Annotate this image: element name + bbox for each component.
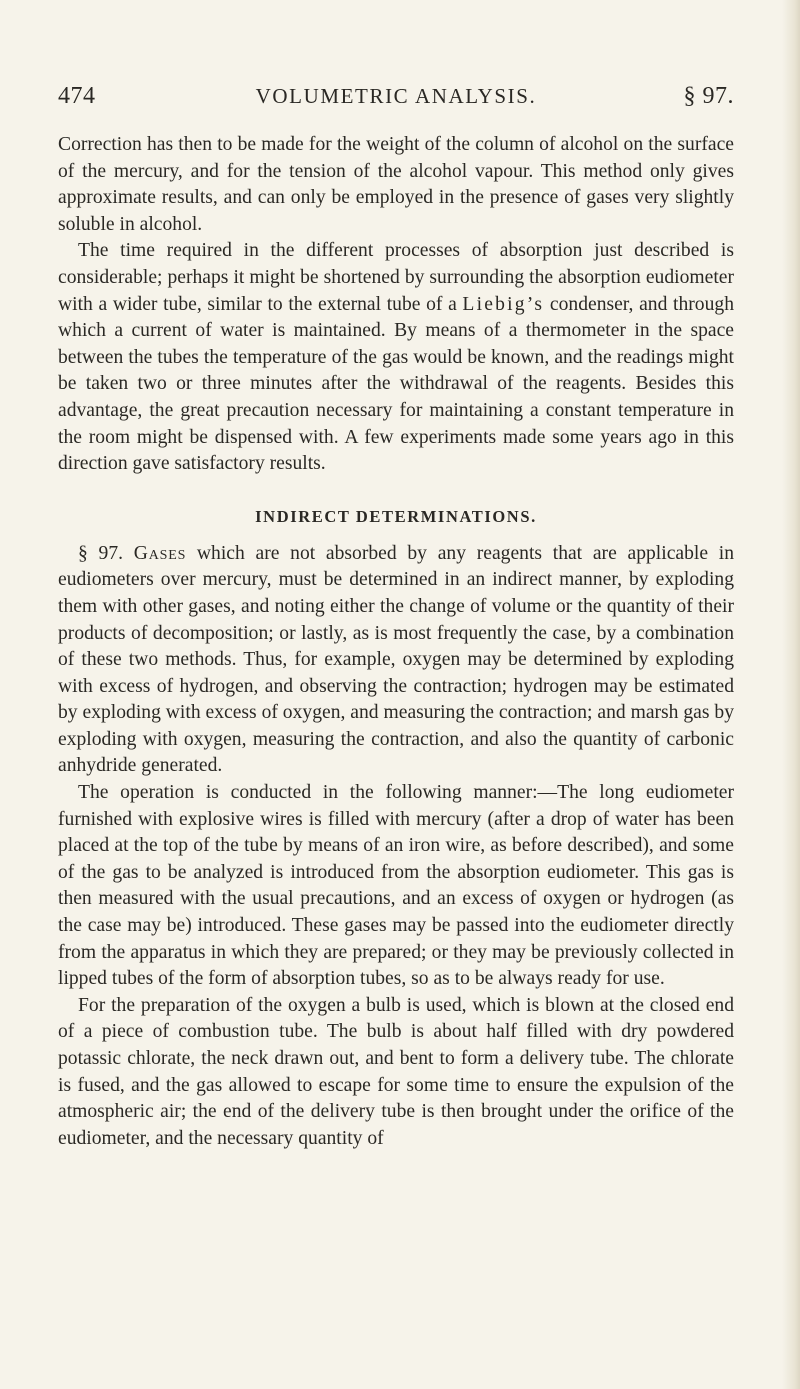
section-heading: INDIRECT DETERMINATIONS. <box>255 506 537 526</box>
running-head <box>58 76 734 116</box>
page-edge-shadow <box>782 0 800 1389</box>
paragraph-3 <box>58 541 734 780</box>
person-name-liebig: Liebig’s <box>462 293 545 315</box>
paragraph-3-body: which are not absorbed by any reagents that are applicable in eudiometers over mercury, must be determined in an indirect manner, by exploding them with other gases, and noting either the change of volume or the quantity of their products of decomposition; or lastly, as is most frequently the case, by a combination of these two methods. Thus, for example, oxygen may be determined by exploding with excess of hydrogen, and observing the contraction; hydrogen may be estimated by exploding with excess of oxygen, and measuring the contraction; and marsh gas by exploding with oxygen, measuring the contraction, and also the quantity of carbonic anhydride generated. <box>58 542 734 777</box>
paragraph-2-start: The time required in the different processes of absorption just described is considerable; perhaps it might be shortened by surrounding the absorption eudiometer with a wider tube, similar to the external tube of a <box>58 240 734 315</box>
running-title: VOLUMETRIC ANALYSIS. <box>255 84 537 108</box>
paragraph-2-end: condenser, and through which a current of water is maintained. By means of a thermometer in the space between the tubes the temperature of the gas would be known, and the readings might be taken two or three minutes after the withdrawal of the reagents. Besides this advantage, the great precaution necessary for maintaining a constant temperature in the room might be dispensed with. A few experiments made some years ago in this direction gave satisfactory results. <box>58 293 734 475</box>
book-page <box>58 76 734 1152</box>
paragraph-section-number: § 97. <box>78 542 124 564</box>
paragraph-1: Correction has then to be made for the weight of the column of alcohol on the surface of the mercury, and for the tension of the alcohol vapour. This method only gives approximate results, and can only be employed in the presence of gases very slightly soluble in alcohol. <box>58 134 734 235</box>
page-number: 474 <box>58 83 96 109</box>
lead-word-gases: Gases <box>133 542 187 564</box>
body-text <box>58 132 734 1152</box>
paragraph-5: For the preparation of the oxygen a bulb is used, which is blown at the closed end of a piece of combustion tube. The bulb is about half filled with dry powdered potassic chlorate, the neck drawn out, and bent to form a delivery tube. The chlorate is fused, and the gas allowed to escape for some time to ensure the expulsion of the atmospheric air; the end of the delivery tube is then brought under the orifice of the eudiometer, and the necessary quantity of <box>58 994 734 1149</box>
paragraph-2 <box>58 238 734 477</box>
paragraph-4: The operation is conducted in the following manner:—The long eudiometer furnished with explosive wires is filled with mercury (after a drop of water has been placed at the top of the tube by means of an iron wire, as before described), and some of the gas to be analyzed is introduced from the absorption eudiometer. This gas is then measured with the usual precautions, and an excess of oxygen or hydrogen (as the case may be) introduced. These gases may be passed into the eudiometer directly from the apparatus in which they are prepared; or they may be previously collected in lipped tubes of the form of absorption tubes, so as to be always ready for use. <box>58 782 734 990</box>
section-marker: § 97. <box>683 83 734 109</box>
